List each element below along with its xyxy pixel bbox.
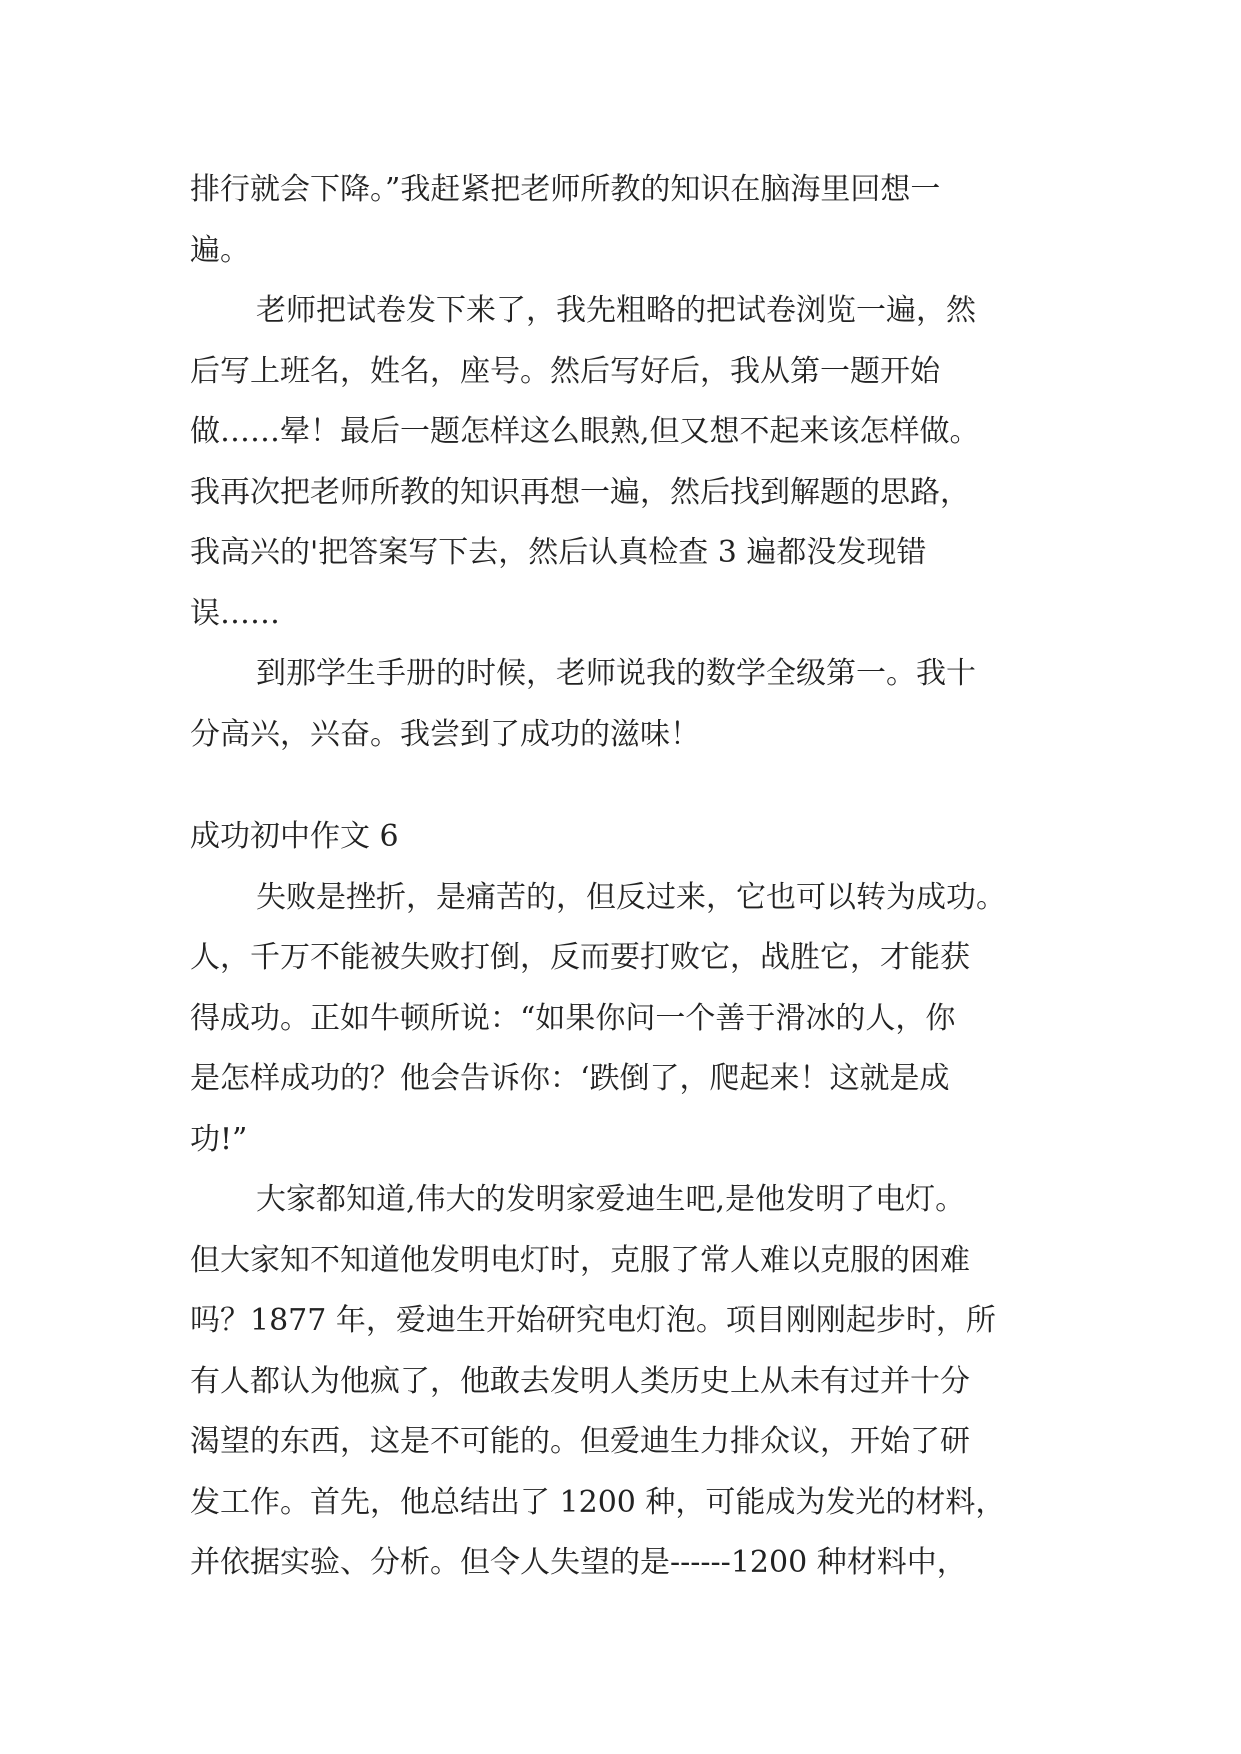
paragraph bbox=[190, 281, 1050, 644]
text-line: 吗？1877 年，爱迪生开始研究电灯泡。项目刚刚起步时，所 bbox=[190, 1303, 996, 1338]
document-body bbox=[190, 160, 1050, 1594]
text-line: 大家都知道,伟大的发明家爱迪生吧,是他发明了电灯。 bbox=[256, 1182, 966, 1217]
text-line: 得成功。正如牛顿所说：“如果你问一个善于滑冰的人，你 bbox=[190, 1000, 956, 1036]
text-line: 发工作。首先，他总结出了 1200 种，可能成为发光的材料， bbox=[190, 1484, 1006, 1520]
text-line: 分高兴，兴奋。我尝到了成功的滋味！ bbox=[190, 716, 700, 752]
text-line: 后写上班名，姓名，座号。然后写好后，我从第一题开始 bbox=[190, 353, 940, 389]
text-line: 人，千万不能被失败打倒，反而要打败它，战胜它，才能获 bbox=[190, 940, 970, 975]
section-spacer bbox=[190, 765, 1050, 807]
text-line: 渴望的东西，这是不可能的。但爱迪生力排众议，开始了研 bbox=[190, 1424, 970, 1459]
section-heading: 成功初中作文 6 bbox=[190, 819, 399, 854]
text-line: 遍。 bbox=[190, 232, 250, 268]
text-line: 是怎样成功的？他会告诉你：‘跌倒了，爬起来！这就是成 bbox=[190, 1061, 950, 1096]
text-line: 失败是挫折，是痛苦的，但反过来，它也可以转为成功。 bbox=[256, 879, 1006, 915]
text-line: 到那学生手册的时候，老师说我的数学全级第一。我十 bbox=[256, 656, 976, 691]
paragraph bbox=[190, 160, 1050, 281]
text-line: 并依据实验、分析。但令人失望的是------1200 种材料中， bbox=[190, 1545, 967, 1580]
text-line: 误…… bbox=[190, 595, 280, 631]
text-line: 功!” bbox=[190, 1121, 248, 1157]
text-line: 做……晕！最后一题怎样这么眼熟,但又想不起来该怎样做。 bbox=[190, 414, 980, 449]
text-line: 排行就会下降。”我赶紧把老师所教的知识在脑海里回想一 bbox=[190, 172, 941, 207]
text-line: 我高兴的'把答案写下去，然后认真检查 3 遍都没发现错 bbox=[190, 535, 927, 570]
text-line: 但大家知不知道他发明电灯时，克服了常人难以克服的困难 bbox=[190, 1242, 970, 1278]
text-line: 老师把试卷发下来了，我先粗略的把试卷浏览一遍，然 bbox=[256, 293, 976, 328]
paragraph bbox=[190, 1170, 1050, 1594]
text-line: 我再次把老师所教的知识再想一遍，然后找到解题的思路， bbox=[190, 474, 970, 510]
paragraph bbox=[190, 868, 1050, 1171]
text-line: 有人都认为他疯了，他敢去发明人类历史上从未有过并十分 bbox=[190, 1363, 970, 1399]
paragraph bbox=[190, 644, 1050, 765]
